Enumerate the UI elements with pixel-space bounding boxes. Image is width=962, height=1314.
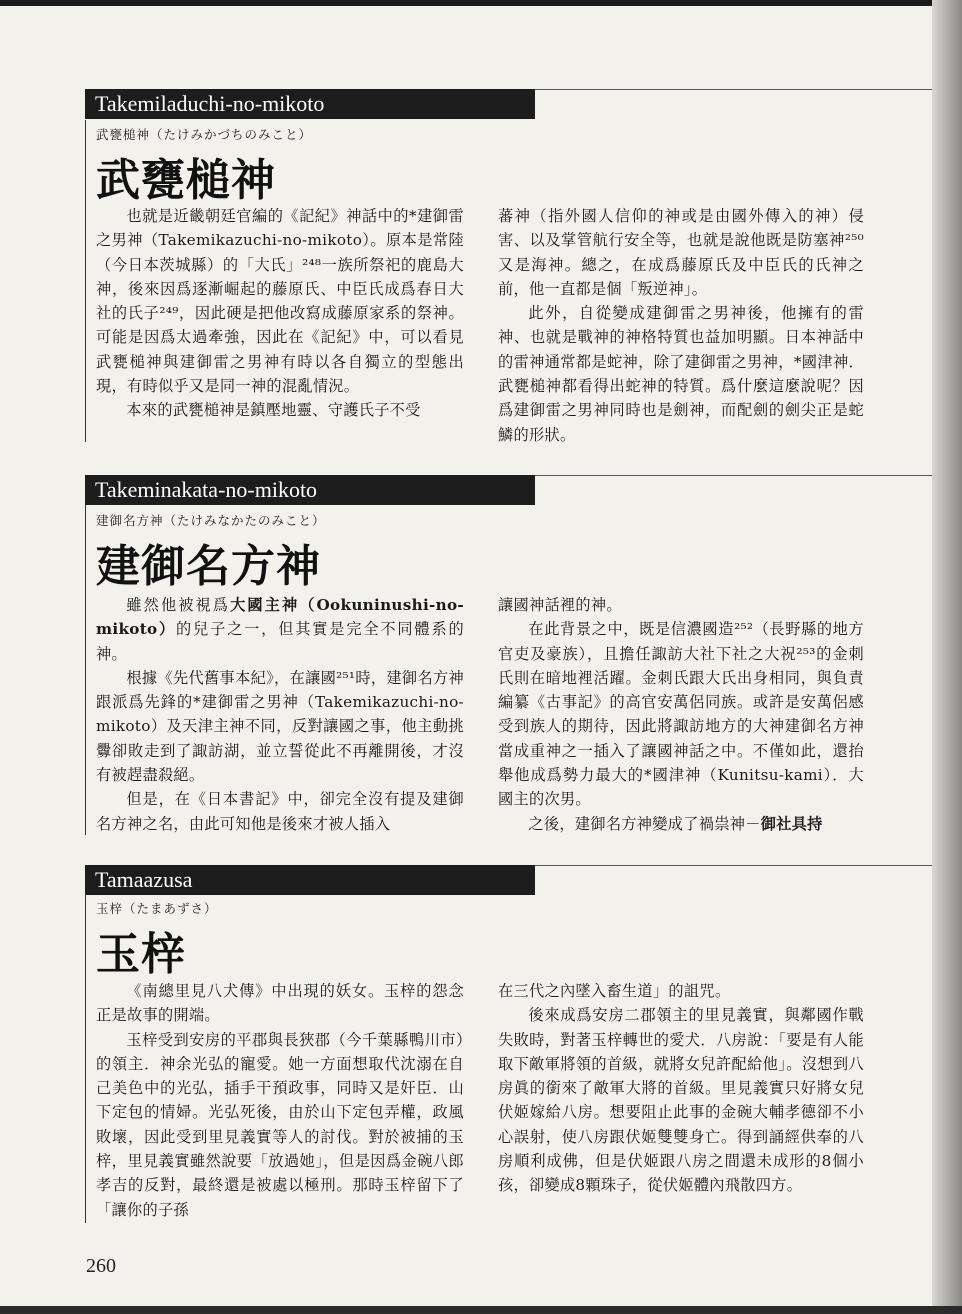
paragraph: 也就是近畿朝廷官編的《記紀》神話中的*建御雷之男神（Takemikazuchi-no-mikoto）。原本是常陸（今日本茨城縣）的「大氏」²⁴⁸一族所祭祀的鹿島大神，後來因爲逐漸崛起的藤原氏、中臣氏成爲春日大社的氏子²⁴⁹，因此硬是把他改寫成藤原家系的祭神。可能是因爲太過牽強，因此在《記紀》中，可以看見武甕槌神與建御雷之男神有時以各自獨立的型態出現，有時似乎又是同一神的混亂情況。 — [96, 207, 464, 396]
text-run: 的兒子之一，但其實是完全不同體系的神。 — [96, 620, 464, 663]
paragraph: 根據《先代舊事本紀》，在讓國²⁵¹時，建御名方神跟派爲先鋒的*建御雷之男神（Takemikazuchi-no-mikoto）及天津主神不同，反對讓國之事，他主動挑釁卻敗走到了諏訪湖，並立誓從此不再離開後，才沒有被趕盡殺絕。 — [96, 668, 464, 785]
right-column — [498, 593, 864, 836]
paragraph: 本來的武甕槌神是鎮壓地靈、守護氏子不受 — [126, 401, 421, 420]
paragraph: 玉梓受到安房的平郡與長狹郡（今千葉縣鴨川市）的領主．神余光弘的寵愛。她一方面想取代沈溺在自己美色中的光弘，插手干預政事，同時又是奸臣．山下定包的情婦。光弘死後，由於山下定包弄權，政風敗壞，因此受到里見義實等人的討伐。對於被捕的玉梓，里見義實雖然說要「放過她」，但是因爲金碗八郎孝吉的反對，最終還是被處以極刑。那時玉梓留下了「讓你的子孫 — [96, 1030, 464, 1219]
entry-kanji-title: 武甕槌神 — [96, 155, 276, 206]
paragraph — [498, 812, 864, 836]
title-rule — [535, 89, 935, 90]
paragraph: 此外，自從變成建御雷之男神後，他擁有的雷神、也就是戰神的神格特質也益加明顯。日本神話中的雷神通常都是蛇神，除了建御雷之男神，*國津神．武甕槌神都看得出蛇神的特質。爲什麼這麼說呢？因爲建御雷之男神同時也是劍神，而配劍的劍尖正是蛇鱗的形狀。 — [498, 304, 864, 444]
text-run: 雖然他被視爲 — [126, 596, 231, 614]
entry-kanji-title: 玉梓 — [96, 929, 186, 980]
left-column — [96, 979, 464, 1222]
text-run: 之後，建御名方神變成了禍祟神－ — [528, 814, 761, 833]
entry-kanji-title: 建御名方神 — [96, 541, 321, 592]
entry-reading: 建御名方神（たけみなかたのみこと） — [96, 513, 326, 528]
title-rule — [535, 475, 935, 476]
column-rule — [85, 505, 86, 835]
top-edge — [0, 0, 962, 6]
bottom-edge — [0, 1306, 962, 1314]
entry-reading: 玉梓（たまあずさ） — [96, 901, 218, 916]
paragraph: 讓國神話裡的神。 — [498, 596, 622, 614]
entry-english-title: Tamaazusa — [85, 865, 535, 895]
column-rule — [85, 893, 86, 1223]
paragraph — [96, 593, 464, 666]
left-column — [96, 204, 464, 423]
paragraph: 後來成爲安房二郡領主的里見義實，與鄰國作戰失敗時，對著玉梓轉世的愛犬．八房說：「要是有人能取下敵軍將領的首級，就將女兒許配給他」。沒想到八房眞的銜來了敵軍大將的首級。里見義實只好將女兒伏姬嫁給八房。想要阻止此事的金碗大輔孝德卻不小心誤射，使八房跟伏姬雙雙身亡。得到誦經供奉的八房順利成佛，但是伏姬跟八房之間還未成形的8個小孩，卻變成8顆珠子，從伏姬體內飛散四方。 — [498, 1006, 864, 1195]
paragraph: 在三代之內墜入畜生道」的詛咒。 — [498, 982, 731, 1000]
right-column — [498, 979, 864, 1198]
paragraph: 但是，在《日本書記》中，卻完全沒有提及建御名方神之名，由此可知他是後來才被人插入 — [96, 790, 464, 833]
entry-english-title: Takeminakata-no-mikoto — [85, 475, 535, 505]
column-rule — [85, 120, 86, 442]
page-number: 260 — [86, 1255, 116, 1277]
cross-reference: 御社具持 — [760, 814, 823, 833]
paragraph: 《南總里見八犬傳》中出現的妖女。玉梓的怨念正是故事的開端。 — [96, 982, 464, 1025]
book-spine-edge — [932, 0, 962, 1314]
entry-reading: 武甕槌神（たけみかづちのみこと） — [96, 127, 313, 142]
cross-reference: 大國主神（Ookuninushi-no-mikoto） — [96, 596, 464, 639]
title-rule — [535, 865, 935, 866]
entry-english-title: Takemiladuchi-no-mikoto — [85, 89, 535, 119]
right-column — [498, 204, 864, 447]
left-column — [96, 593, 464, 836]
paragraph: 在此背景之中，既是信濃國造²⁵²（長野縣的地方官吏及豪族），且擔任諏訪大社下社之大祝²⁵³的金刺氏則在暗地裡活躍。金刺氏跟大氏出身相同，與負責編纂《古事記》的高官安萬侶同族。或許是安萬侶感受到族人的期待，因此將諏訪地方的大神建御名方神當成重神之一插入了讓國神話之中。不僅如此，還抬舉他成爲勢力最大的*國津神（Kunitsu-kami）．大國主的次男。 — [498, 620, 864, 809]
paragraph: 蕃神（指外國人信仰的神或是由國外傳入的神）侵害、以及掌管航行安全等，也就是說他既是防塞神²⁵⁰又是海神。總之，在成爲藤原氏及中臣氏的氏神之前，他一直都是個「叛逆神」。 — [498, 207, 864, 298]
